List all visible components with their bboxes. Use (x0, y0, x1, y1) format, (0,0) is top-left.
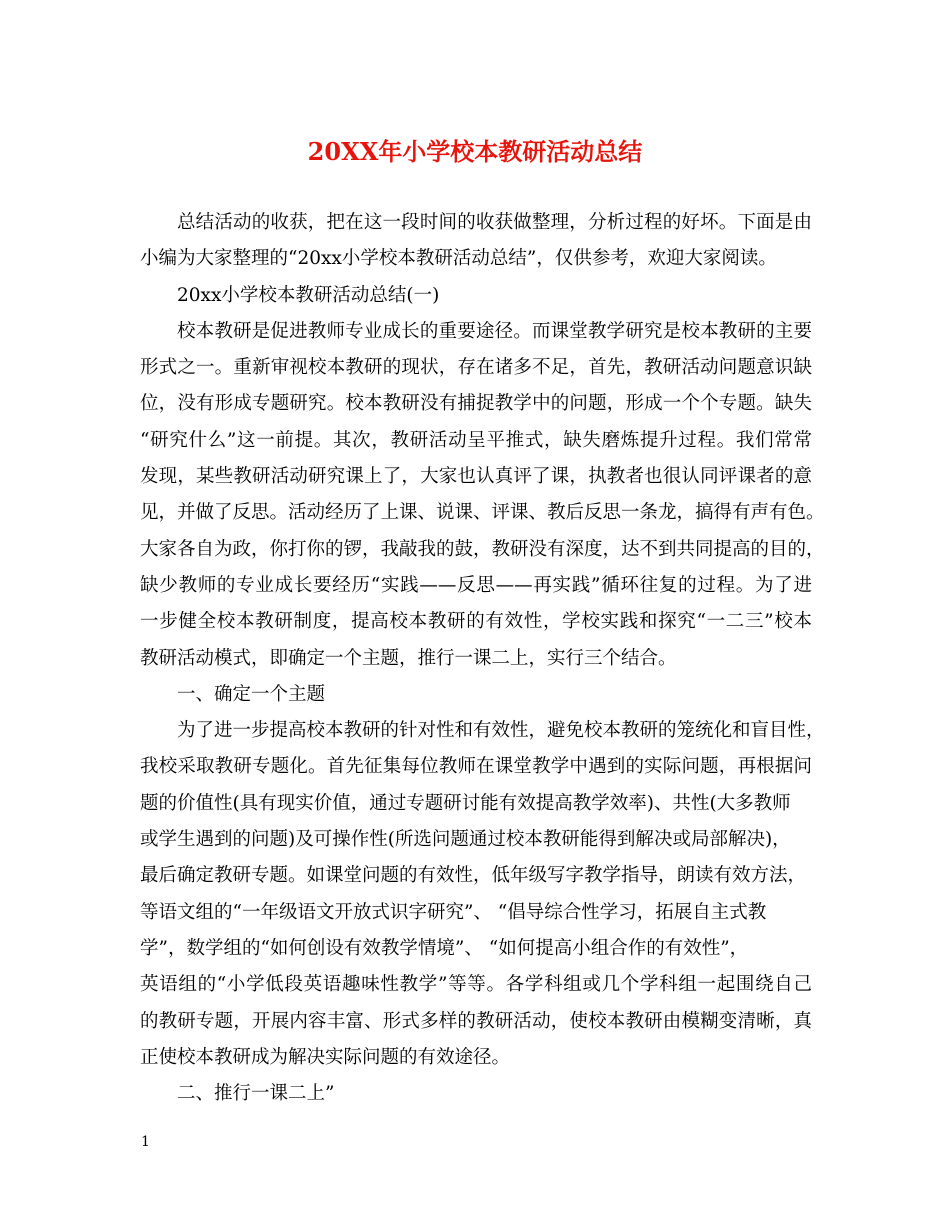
paragraph-line: 大家各自为政，你打你的锣，我敲我的鼓，教研没有深度，达不到共同提高的目的， (140, 538, 825, 560)
paragraph-line: 教研活动模式，即确定一个主题，推行一课二上，实行三个结合。 (140, 647, 677, 669)
paragraph-line: “研究什么”这一前提。其次，教研活动呈平推式，缺失磨炼提升过程。我们常常 (140, 429, 812, 451)
section-heading: 二、推行一课二上” (177, 1083, 335, 1105)
page-number: 1 (141, 1134, 150, 1150)
paragraph-line: 的教研专题，开展内容丰富、形式多样的教研活动，使校本教研由模糊变清晰，真 (140, 1010, 812, 1032)
document-title: 20XX年小学校本教研活动总结 (307, 137, 643, 166)
paragraph-line: 最后确定教研专题。如课堂问题的有效性，低年级写字教学指导，朗读有效方法， (140, 865, 807, 887)
paragraph-line: 我校采取教研专题化。首先征集每位教师在课堂教学中遇到的实际问题，再根据问 (140, 756, 812, 778)
paragraph-line: 见，并做了反思。活动经历了上课、说课、评课、教后反思一条龙，搞得有声有色。 (140, 502, 825, 524)
document-body (140, 205, 825, 1112)
paragraph-line: 形式之一。重新审视校本教研的现状，存在诸多不足，首先，教研活动问题意识缺 (140, 357, 812, 379)
paragraph-line: 或学生遇到的问题)及可操作性(所选问题通过校本教研能得到解决或局部解决)， (140, 829, 791, 851)
paragraph-line: 发现，某些教研活动研究课上了，大家也认真评了课，执教者也很认同评课者的意 (140, 466, 812, 488)
paragraph-line: 等语文组的“一年级语文开放式识字研究”、 “倡导综合性学习，拓展自主式教 (140, 901, 767, 923)
paragraph-line: 英语组的“小学低段英语趣味性教学”等等。各学科组或几个学科组一起围绕自己 (140, 974, 812, 996)
paragraph-line: 正使校本教研成为解决实际问题的有效途径。 (140, 1046, 511, 1068)
section-heading: 一、确定一个主题 (177, 683, 326, 705)
paragraph-line: 为了进一步提高校本教研的针对性和有效性，避免校本教研的笼统化和盲目性， (177, 720, 825, 742)
paragraph-line: 总结活动的收获，把在这一段时间的收获做整理，分析过程的好坏。下面是由 (177, 212, 812, 233)
paragraph-line: 位，没有形成专题研究。校本教研没有捕捉教学中的问题，形成一个个专题。缺失 (140, 393, 812, 415)
paragraph-line: 校本教研是促进教师专业成长的重要途径。而课堂教学研究是校本教研的主要 (177, 320, 812, 342)
section-heading: 20xx小学校本教研活动总结(一) (177, 284, 440, 306)
paragraph-line: 缺少教师的专业成长要经历“实践——反思——再实践”循环往复的过程。为了进 (140, 574, 812, 596)
paragraph-line: 学”，数学组的“如何创设有效教学情境”、 “如何提高小组合作的有效性”， (140, 937, 749, 959)
paragraph-line: 小编为大家整理的“20xx小学校本教研活动总结”，仅供参考，欢迎大家阅读。 (140, 248, 777, 270)
paragraph-line: 题的价值性(具有现实价值，通过专题研讨能有效提高教学效率)、共性(大多教师 (140, 792, 791, 814)
paragraph-line: 一步健全校本教研制度，提高校本教研的有效性，学校实践和探究“一二三”校本 (140, 611, 812, 633)
